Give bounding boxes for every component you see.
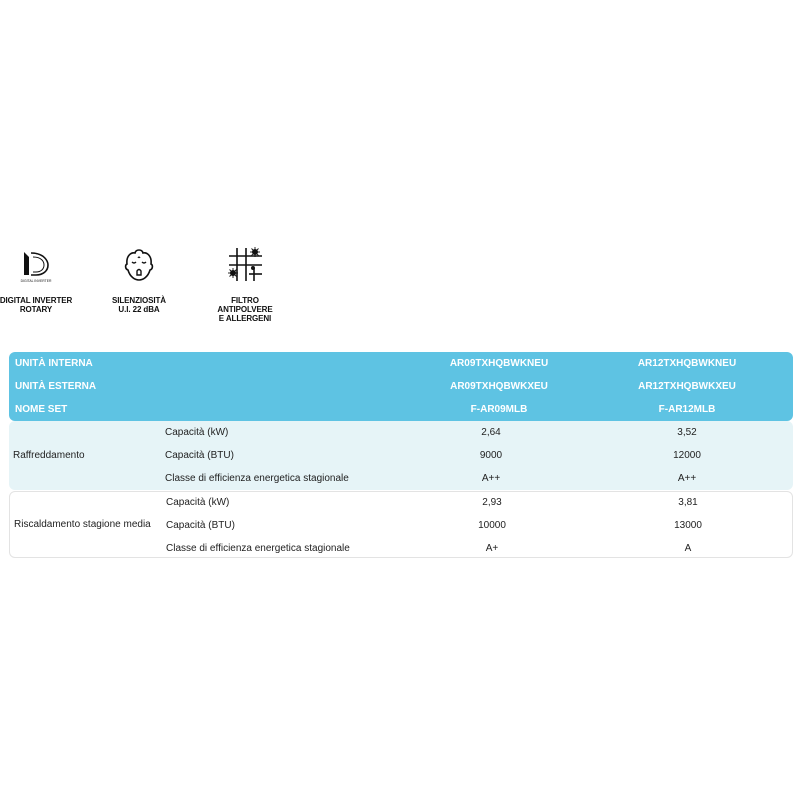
model-2-value: F-AR12MLB xyxy=(658,404,716,415)
value-1: 2,64 xyxy=(481,427,501,438)
value-1: A+ xyxy=(485,543,499,554)
value-1: A++ xyxy=(481,473,501,484)
baby-face-icon xyxy=(119,244,159,284)
row-label: Capacità (kW) xyxy=(166,497,230,508)
value-1: 2,93 xyxy=(482,497,502,508)
feature-silence xyxy=(89,244,189,314)
row-label: Classe di efficienza energetica stagionale xyxy=(166,543,350,554)
value-2: 12000 xyxy=(673,450,701,461)
row-label: Classe di efficienza energetica stagionale xyxy=(165,473,349,484)
model-1-value: F-AR09MLB xyxy=(470,404,528,415)
table-row xyxy=(9,444,793,467)
row-label: UNITÀ INTERNA xyxy=(15,358,93,369)
feature-label: DIGITAL INVERTER ROTARY xyxy=(0,296,73,314)
svg-text:DIGITAL INVERTER: DIGITAL INVERTER xyxy=(20,279,52,283)
value-2: A++ xyxy=(677,473,697,484)
model-2-value: AR12TXHQBWKXEU xyxy=(638,381,736,392)
value-2: A xyxy=(684,543,692,554)
group-cooling xyxy=(9,421,793,490)
value-2: 13000 xyxy=(674,520,702,531)
feature-icons xyxy=(0,244,300,334)
digital-inverter-icon xyxy=(16,244,56,284)
table-row xyxy=(9,421,793,444)
row-label: Capacità (BTU) xyxy=(166,520,235,531)
group-label: Riscaldamento stagione media xyxy=(14,519,151,530)
group-heating xyxy=(9,491,793,558)
value-2: 3,81 xyxy=(678,497,698,508)
feature-filter xyxy=(195,244,295,323)
value-1: 9000 xyxy=(479,450,503,461)
row-label: UNITÀ ESTERNA xyxy=(15,381,97,392)
spec-header xyxy=(9,352,793,421)
header-row-outdoor-unit xyxy=(9,375,793,398)
row-label: Capacità (BTU) xyxy=(165,450,234,461)
group-label: Raffreddamento xyxy=(13,450,85,461)
header-row-set-name xyxy=(9,398,793,421)
model-1-value: AR09TXHQBWKNEU xyxy=(449,358,549,369)
value-2: 3,52 xyxy=(677,427,697,438)
header-row-indoor-unit xyxy=(9,352,793,375)
model-2-value: AR12TXHQBWKNEU xyxy=(637,358,737,369)
table-row xyxy=(10,514,792,537)
model-1-value: AR09TXHQBWKXEU xyxy=(450,381,548,392)
feature-digital-inverter xyxy=(0,244,86,314)
table-row xyxy=(9,467,793,490)
table-row xyxy=(10,491,792,514)
value-1: 10000 xyxy=(478,520,506,531)
row-label: NOME SET xyxy=(15,404,68,415)
feature-label: FILTRO ANTIPOLVERE E ALLERGENI xyxy=(217,296,273,323)
feature-label: SILENZIOSITÀ U.I. 22 dBA xyxy=(112,296,166,314)
row-label: Capacità (kW) xyxy=(165,427,229,438)
filter-grid-icon xyxy=(225,244,265,284)
table-row xyxy=(10,537,792,560)
